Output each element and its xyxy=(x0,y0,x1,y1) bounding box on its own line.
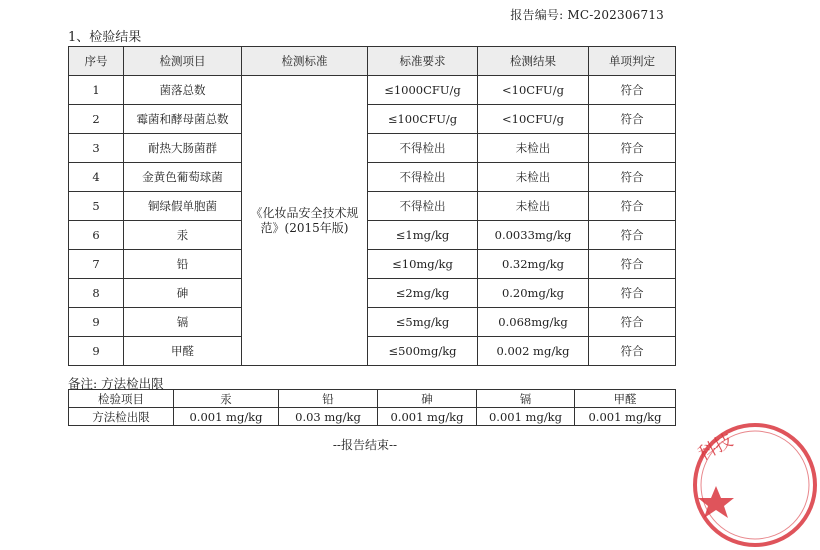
limits-cell: 方法检出限 xyxy=(69,408,174,426)
col-header-standard: 检测标准 xyxy=(242,47,368,76)
row-verdict: 符合 xyxy=(589,163,676,192)
col-header-requirement: 标准要求 xyxy=(368,47,478,76)
row-test-item: 霉菌和酵母菌总数 xyxy=(124,105,242,134)
row-number: 1 xyxy=(69,76,124,105)
limits-cell: 0.001 mg/kg xyxy=(477,408,575,426)
row-number: 7 xyxy=(69,250,124,279)
results-row xyxy=(69,76,676,105)
row-requirement: 不得检出 xyxy=(368,192,478,221)
results-row xyxy=(69,163,676,192)
row-number: 9 xyxy=(69,337,124,366)
row-result: <10CFU/g xyxy=(478,105,589,134)
row-verdict: 符合 xyxy=(589,192,676,221)
limits-cell: 甲醛 xyxy=(575,390,676,408)
row-result: 未检出 xyxy=(478,192,589,221)
results-row xyxy=(69,250,676,279)
row-verdict: 符合 xyxy=(589,221,676,250)
row-number: 8 xyxy=(69,279,124,308)
row-test-item: 甲醛 xyxy=(124,337,242,366)
limits-value-row xyxy=(69,408,676,426)
row-test-item: 汞 xyxy=(124,221,242,250)
row-result: 未检出 xyxy=(478,134,589,163)
results-row xyxy=(69,134,676,163)
col-header-item: 检测项目 xyxy=(124,47,242,76)
row-requirement: ≤2mg/kg xyxy=(368,279,478,308)
limits-header-row xyxy=(69,390,676,408)
seal-lettering: 科技 xyxy=(694,429,737,466)
row-number: 9 xyxy=(69,308,124,337)
test-standard-cell: 《化妆品安全技术规范》(2015年版) xyxy=(242,76,368,366)
row-requirement: 不得检出 xyxy=(368,134,478,163)
remark-label: 备注: 方法检出限 xyxy=(68,376,164,391)
row-test-item: 铅 xyxy=(124,250,242,279)
row-number: 5 xyxy=(69,192,124,221)
col-header-no: 序号 xyxy=(69,47,124,76)
official-seal-stamp xyxy=(690,420,820,550)
row-test-item: 镉 xyxy=(124,308,242,337)
results-header-row xyxy=(69,47,676,76)
limits-cell: 砷 xyxy=(378,390,477,408)
row-test-item: 金黄色葡萄球菌 xyxy=(124,163,242,192)
row-requirement: 不得检出 xyxy=(368,163,478,192)
row-verdict: 符合 xyxy=(589,105,676,134)
results-row xyxy=(69,308,676,337)
results-row xyxy=(69,221,676,250)
detection-limits-table xyxy=(68,389,676,426)
row-result: 0.0033mg/kg xyxy=(478,221,589,250)
row-verdict: 符合 xyxy=(589,76,676,105)
row-verdict: 符合 xyxy=(589,250,676,279)
row-result: 0.002 mg/kg xyxy=(478,337,589,366)
row-requirement: ≤1000CFU/g xyxy=(368,76,478,105)
row-test-item: 铜绿假单胞菌 xyxy=(124,192,242,221)
section-title: 1、检验结果 xyxy=(68,30,142,45)
col-header-result: 检测结果 xyxy=(478,47,589,76)
report-number: 报告编号: MC-202306713 xyxy=(510,8,664,22)
row-result: 0.20mg/kg xyxy=(478,279,589,308)
row-result: 0.32mg/kg xyxy=(478,250,589,279)
row-test-item: 菌落总数 xyxy=(124,76,242,105)
limits-cell: 0.001 mg/kg xyxy=(378,408,477,426)
results-row xyxy=(69,279,676,308)
results-row xyxy=(69,192,676,221)
row-verdict: 符合 xyxy=(589,134,676,163)
results-row xyxy=(69,337,676,366)
limits-cell: 检验项目 xyxy=(69,390,174,408)
limits-cell: 镉 xyxy=(477,390,575,408)
row-requirement: ≤10mg/kg xyxy=(368,250,478,279)
limits-cell: 0.001 mg/kg xyxy=(174,408,279,426)
row-test-item: 耐热大肠菌群 xyxy=(124,134,242,163)
row-requirement: ≤5mg/kg xyxy=(368,308,478,337)
results-row xyxy=(69,105,676,134)
row-verdict: 符合 xyxy=(589,308,676,337)
row-requirement: ≤500mg/kg xyxy=(368,337,478,366)
row-number: 2 xyxy=(69,105,124,134)
limits-cell: 0.03 mg/kg xyxy=(279,408,378,426)
limits-cell: 0.001 mg/kg xyxy=(575,408,676,426)
col-header-verdict: 单项判定 xyxy=(589,47,676,76)
row-verdict: 符合 xyxy=(589,337,676,366)
row-result: <10CFU/g xyxy=(478,76,589,105)
report-end-text: --报告结束-- xyxy=(332,438,398,452)
row-requirement: ≤1mg/kg xyxy=(368,221,478,250)
row-result: 0.068mg/kg xyxy=(478,308,589,337)
row-number: 6 xyxy=(69,221,124,250)
limits-cell: 铅 xyxy=(279,390,378,408)
row-test-item: 砷 xyxy=(124,279,242,308)
row-result: 未检出 xyxy=(478,163,589,192)
row-number: 3 xyxy=(69,134,124,163)
row-number: 4 xyxy=(69,163,124,192)
row-requirement: ≤100CFU/g xyxy=(368,105,478,134)
results-table xyxy=(68,46,676,366)
row-verdict: 符合 xyxy=(589,279,676,308)
limits-cell: 汞 xyxy=(174,390,279,408)
